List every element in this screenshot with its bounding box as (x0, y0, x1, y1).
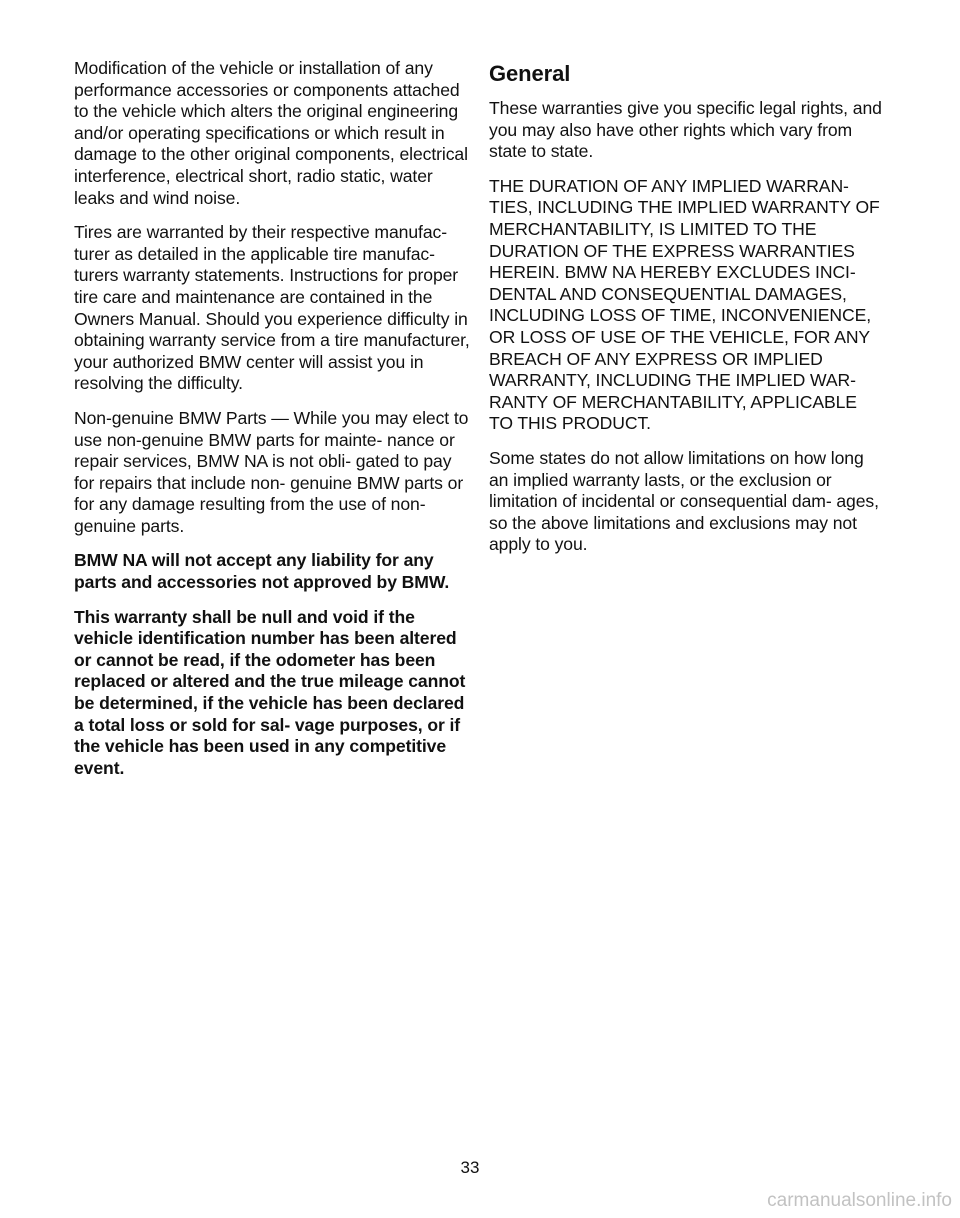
right-column (489, 62, 885, 569)
paragraph-implied-warranty-duration: THE DURATION OF ANY IMPLIED WARRAN- TIES, INCLUDING THE IMPLIED WARRANTY OF MERCHANTABILITY, IS LIMITED TO THE DURATION OF THE EXPRESS WARRANTIES HEREIN. BMW NA HEREBY EXCLUDES INCI- DENTAL AND CONSEQUENTIAL DAMAGES, INCLUDING LOSS OF TIME, INCONVENIENCE, OR LOSS OF USE OF THE VEHICLE, FOR ANY BREACH OF ANY EXPRESS OR IMPLIED WARRANTY, INCLUDING THE IMPLIED WAR- RANTY OF MERCHANTABILITY, APPLICABLE TO THIS PRODUCT. (489, 175, 880, 434)
paragraph-void-conditions: This warranty shall be null and void if the vehicle identification number has been altered or cannot be read, if the odometer has been replaced or altered and the true mileage cannot be determined, if the vehicle has been declared a total loss or sold for sal- vage purposes, or if the vehicle has been used in any competitive event. (74, 606, 466, 778)
paragraph-non-genuine-parts: Non-genuine BMW Parts — While you may elect to use non-genuine BMW parts for mainte- nance or repair services, BMW NA is not obli- gated to pay for repairs that include non- genuine BMW parts or for any damage resulting from the use of non-genuine parts. (74, 407, 469, 536)
section-heading-general: General (489, 61, 571, 86)
paragraph-modification: Modification of the vehicle or installation of any performance accessories or components attached to the vehicle which alters the original engineering and/or operating specifications or which result in damage to the other original components, electrical interference, electrical short, radio static, water leaks and wind noise. (74, 58, 468, 208)
page-number: 33 (460, 1158, 480, 1177)
paragraph-state-limitations: Some states do not allow limitations on how long an implied warranty lasts, or the exclusion or limitation of incidental or consequential dam- ages, so the above limitations and exclusions may not apply to you. (489, 447, 879, 555)
paragraph-liability-notice: BMW NA will not accept any liability for any parts and accessories not approved by BMW. (74, 550, 450, 593)
paragraph-legal-rights: These warranties give you specific legal rights, and you may also have other rights which vary from state to state. (489, 98, 882, 162)
watermark: carmanualsonline.info (767, 1190, 952, 1211)
paragraph-tires: Tires are warranted by their respective manufac- turer as detailed in the applicable tire manufac- turers warranty statements. Instructions for proper tire care and maintenance are contained in the Owners Manual. Should you experience difficulty in obtaining warranty service from a tire manufacturer, your authorized BMW center will assist you in resolving the difficulty. (74, 222, 470, 394)
left-column (74, 58, 470, 792)
